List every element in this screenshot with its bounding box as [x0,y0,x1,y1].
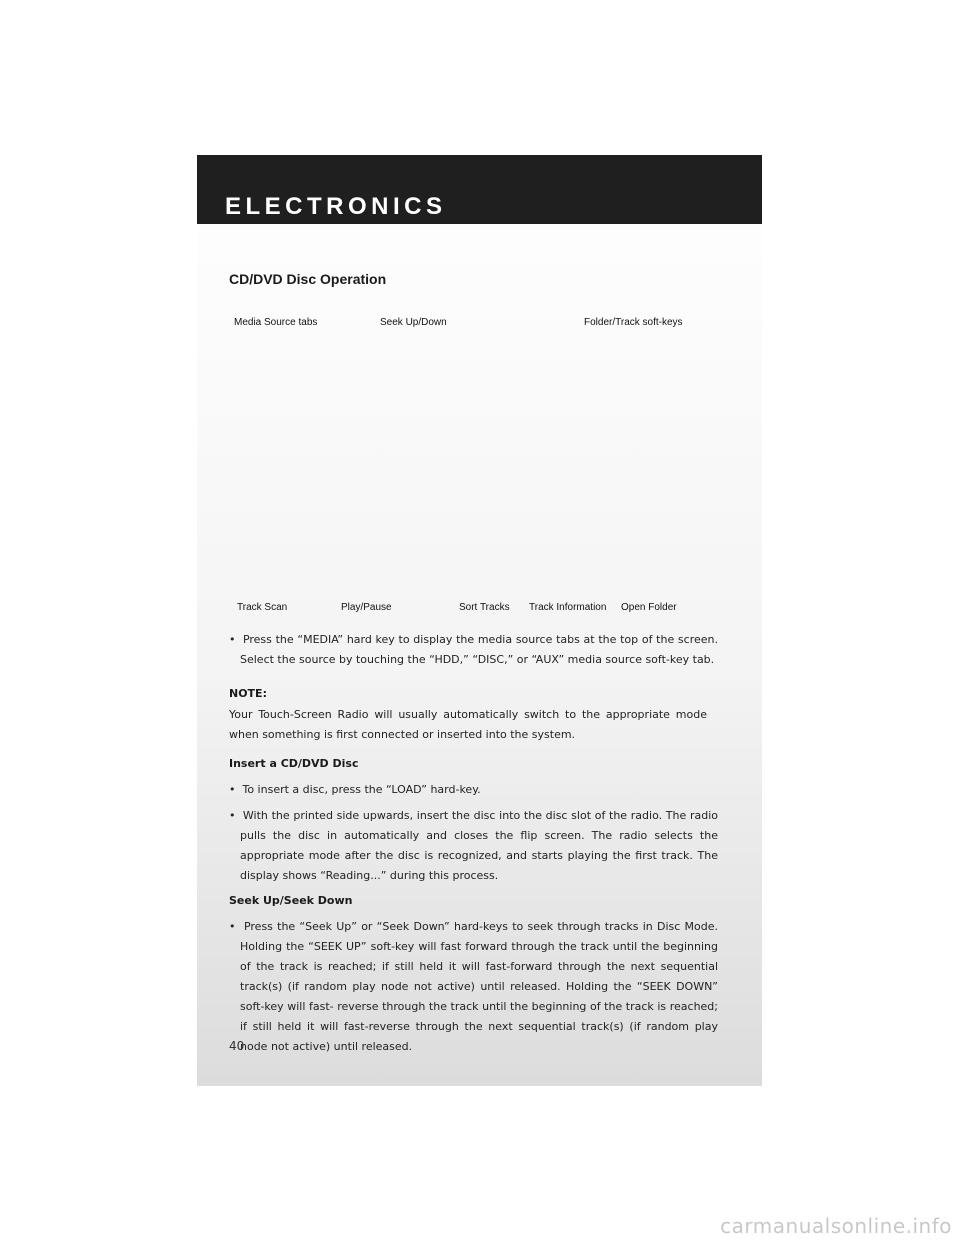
callout-open-folder: Open Folder [621,602,677,613]
bullet-insert-disc: • With the printed side upwards, insert the disc into the disc slot of the radio. The radio pulls the disc in automatically and closes the flip screen. The radio selects the appropriate mode after the disc is recognized, and starts playing the first track. The display shows “Reading...” during this process. [229,806,718,886]
page-title: CD/DVD Disc Operation [229,271,387,287]
bullet-seek: • Press the “Seek Up” or “Seek Down” hard-keys to seek through tracks in Disc Mode. Holding the “SEEK UP” soft-key will fast forward through the track until the beginning of the track is reached; if still held it will fast-forward through the next sequential track(s) (if random play node not active) until released. Holding the “SEEK DOWN” soft-key will fast- reverse through the track until the beginning of the track is reached; if still held it will fast-reverse through the next sequential track(s) (if random play node not active) until released. [229,917,718,1057]
bullet-media-key: • Press the “MEDIA” hard key to display the media source tabs at the top of the screen. Select the source by touching the “HDD,” “DISC,” or “AUX” media source soft-key tab. [229,630,718,670]
callout-play-pause: Play/Pause [341,602,392,613]
callout-track-scan: Track Scan [237,602,288,613]
section-banner [197,155,762,224]
callout-media-source-tabs: Media Source tabs [234,317,318,328]
section-title: ELECTRONICS [225,193,447,220]
page-number: 40 [229,1039,245,1053]
note-label: NOTE: [229,687,267,700]
callout-track-information: Track Information [529,602,607,613]
heading-insert-disc: Insert a CD/DVD Disc [229,757,359,770]
manual-page [197,155,762,1086]
heading-seek: Seek Up/Seek Down [229,894,353,907]
watermark: carmanualsonline.info [720,1214,952,1238]
bullet-load-key: • To insert a disc, press the “LOAD” hard-key. [229,780,718,800]
callout-folder-track-soft-keys: Folder/Track soft-keys [584,317,683,328]
callout-sort-tracks: Sort Tracks [459,602,510,613]
note-text: Your Touch-Screen Radio will usually automatically switch to the appropriate mode when something is first connected or inserted into the system. [229,708,707,741]
callout-seek-up-down: Seek Up/Down [380,317,447,328]
radio-screen-figure [197,305,762,625]
